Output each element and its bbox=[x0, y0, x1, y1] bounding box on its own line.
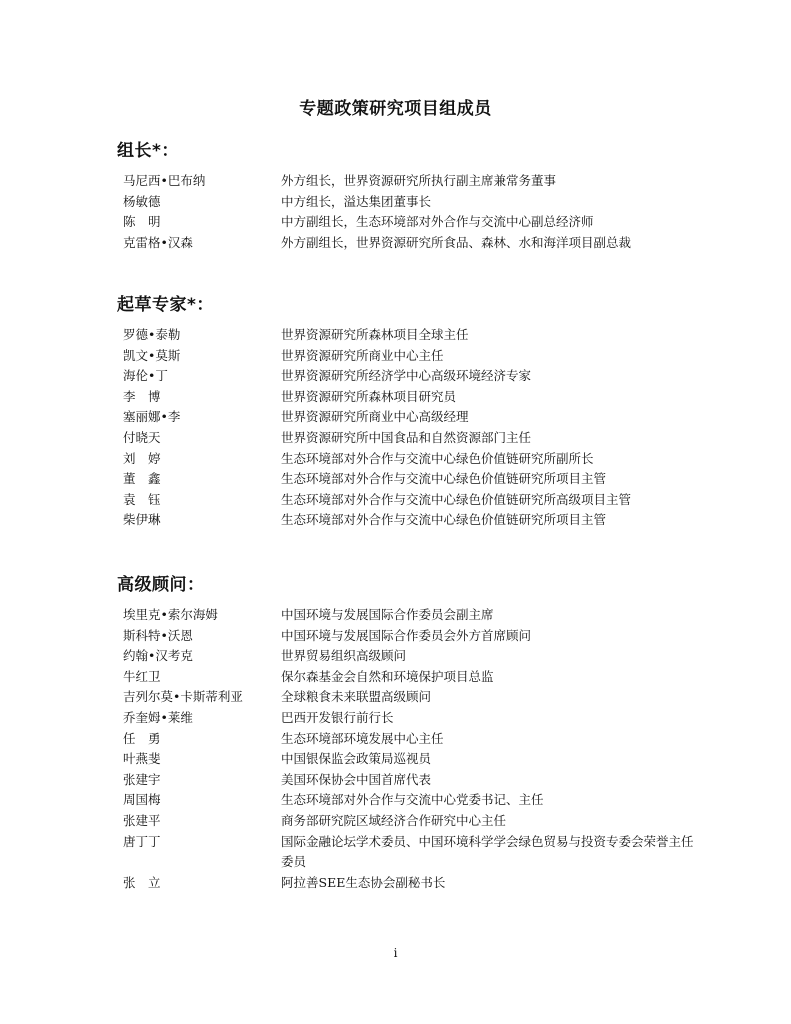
member-name: 吉列尔莫•卡斯蒂利亚 bbox=[123, 689, 243, 705]
member-name: 乔奎姆•莱维 bbox=[123, 709, 193, 725]
member-row bbox=[123, 490, 723, 511]
member-role: 生态环境部对外合作与交流中心绿色价值链研究所项目主管 bbox=[281, 512, 607, 528]
member-name: 袁 钰 bbox=[123, 491, 161, 507]
member-row bbox=[123, 407, 723, 428]
member-role: 阿拉善SEE生态协会副秘书长 bbox=[281, 874, 446, 890]
member-role: 巴西开发银行前行长 bbox=[281, 709, 394, 725]
experts-list bbox=[123, 325, 723, 531]
member-role: 外方组长，世界资源研究所执行副主席兼常务董事 bbox=[281, 173, 557, 188]
member-role: 世界资源研究所中国食品和自然资源部门主任 bbox=[281, 429, 532, 445]
section-heading-leaders: 组长*： bbox=[117, 141, 179, 161]
member-row bbox=[123, 366, 723, 387]
member-row bbox=[123, 387, 723, 408]
page-title: 专题政策研究项目组成员 bbox=[299, 99, 492, 119]
section-heading-experts: 起草专家*： bbox=[117, 295, 214, 315]
member-name: 叶燕斐 bbox=[123, 751, 161, 767]
page-number: i bbox=[393, 946, 398, 960]
member-row bbox=[123, 749, 723, 770]
member-row bbox=[123, 667, 723, 688]
member-name: 罗德•泰勒 bbox=[123, 327, 181, 342]
member-role: 外方副组长，世界资源研究所食品、森林、水和海洋项目副总裁 bbox=[281, 234, 632, 250]
advisors-list bbox=[123, 605, 723, 893]
member-row bbox=[123, 449, 723, 470]
member-row bbox=[123, 346, 723, 367]
member-row bbox=[123, 626, 723, 647]
member-row bbox=[123, 832, 723, 873]
member-role: 世界资源研究所经济学中心高级环境经济专家 bbox=[281, 368, 532, 384]
member-name: 塞丽娜•李 bbox=[123, 409, 181, 425]
member-name: 李 博 bbox=[123, 388, 161, 404]
member-name: 刘 婷 bbox=[123, 450, 161, 466]
member-name: 陈 明 bbox=[123, 214, 161, 230]
member-role: 生态环境部对外合作与交流中心绿色价值链研究所副所长 bbox=[281, 450, 594, 466]
member-row bbox=[123, 729, 723, 750]
member-role: 中国银保监会政策局巡视员 bbox=[281, 751, 432, 767]
member-name: 张建宇 bbox=[123, 771, 161, 787]
member-role: 世界资源研究所森林项目研究员 bbox=[281, 388, 457, 404]
member-row bbox=[123, 790, 723, 811]
member-row bbox=[123, 469, 723, 490]
member-name: 斯科特•沃恩 bbox=[123, 627, 193, 643]
member-name: 约翰•汉考克 bbox=[123, 648, 193, 664]
member-role: 中国环境与发展国际合作委员会副主席 bbox=[281, 607, 494, 622]
member-role: 世界贸易组织高级顾问 bbox=[281, 648, 407, 664]
member-role: 世界资源研究所森林项目全球主任 bbox=[281, 327, 469, 342]
member-name: 柴伊琳 bbox=[123, 512, 161, 528]
member-role: 保尔森基金会自然和环境保护项目总监 bbox=[281, 668, 494, 684]
member-row bbox=[123, 811, 723, 832]
member-role: 美国环保协会中国首席代表 bbox=[281, 771, 432, 787]
member-role: 国际金融论坛学术委员、中国环境科学学会绿色贸易与投资专委会荣誉主任委员 bbox=[281, 833, 694, 870]
member-row bbox=[123, 770, 723, 791]
member-row bbox=[123, 212, 723, 233]
member-name: 凯文•莫斯 bbox=[123, 347, 181, 363]
member-role: 全球粮食未来联盟高级顾问 bbox=[281, 689, 432, 705]
member-role: 世界资源研究所商业中心主任 bbox=[281, 347, 444, 363]
member-name: 埃里克•索尔海姆 bbox=[123, 607, 218, 622]
member-name: 唐丁丁 bbox=[123, 833, 161, 849]
member-name: 马尼西•巴布纳 bbox=[123, 173, 206, 188]
member-role: 商务部研究院区域经济合作研究中心主任 bbox=[281, 812, 507, 828]
member-role: 生态环境部对外合作与交流中心党委书记、主任 bbox=[281, 792, 544, 808]
member-name: 董 鑫 bbox=[123, 471, 161, 487]
member-row bbox=[123, 325, 723, 346]
section-heading-advisors: 高级顾问： bbox=[117, 575, 205, 595]
member-role: 中方组长，溢达集团董事长 bbox=[281, 193, 432, 209]
member-row bbox=[123, 233, 723, 254]
member-name: 张 立 bbox=[123, 874, 161, 890]
member-name: 周国梅 bbox=[123, 792, 161, 808]
member-row bbox=[123, 510, 723, 531]
member-name: 克雷格•汉森 bbox=[123, 234, 193, 250]
member-row bbox=[123, 171, 723, 192]
member-role: 中国环境与发展国际合作委员会外方首席顾问 bbox=[281, 627, 532, 643]
member-role: 生态环境部对外合作与交流中心绿色价值链研究所高级项目主管 bbox=[281, 491, 632, 507]
member-row bbox=[123, 646, 723, 667]
member-row bbox=[123, 428, 723, 449]
member-role: 生态环境部对外合作与交流中心绿色价值链研究所项目主管 bbox=[281, 471, 607, 487]
member-name: 杨敏德 bbox=[123, 193, 161, 209]
member-row bbox=[123, 708, 723, 729]
member-row bbox=[123, 605, 723, 626]
leaders-list bbox=[123, 171, 723, 253]
member-role: 世界资源研究所商业中心高级经理 bbox=[281, 409, 469, 425]
member-name: 海伦•丁 bbox=[123, 368, 168, 384]
member-role: 生态环境部环境发展中心主任 bbox=[281, 730, 444, 746]
member-name: 张建平 bbox=[123, 812, 161, 828]
member-row bbox=[123, 687, 723, 708]
member-row bbox=[123, 873, 723, 894]
member-name: 付晓天 bbox=[123, 429, 161, 445]
member-name: 牛红卫 bbox=[123, 668, 161, 684]
member-row bbox=[123, 192, 723, 213]
member-name: 任 勇 bbox=[123, 730, 161, 746]
member-role: 中方副组长，生态环境部对外合作与交流中心副总经济师 bbox=[281, 214, 594, 230]
